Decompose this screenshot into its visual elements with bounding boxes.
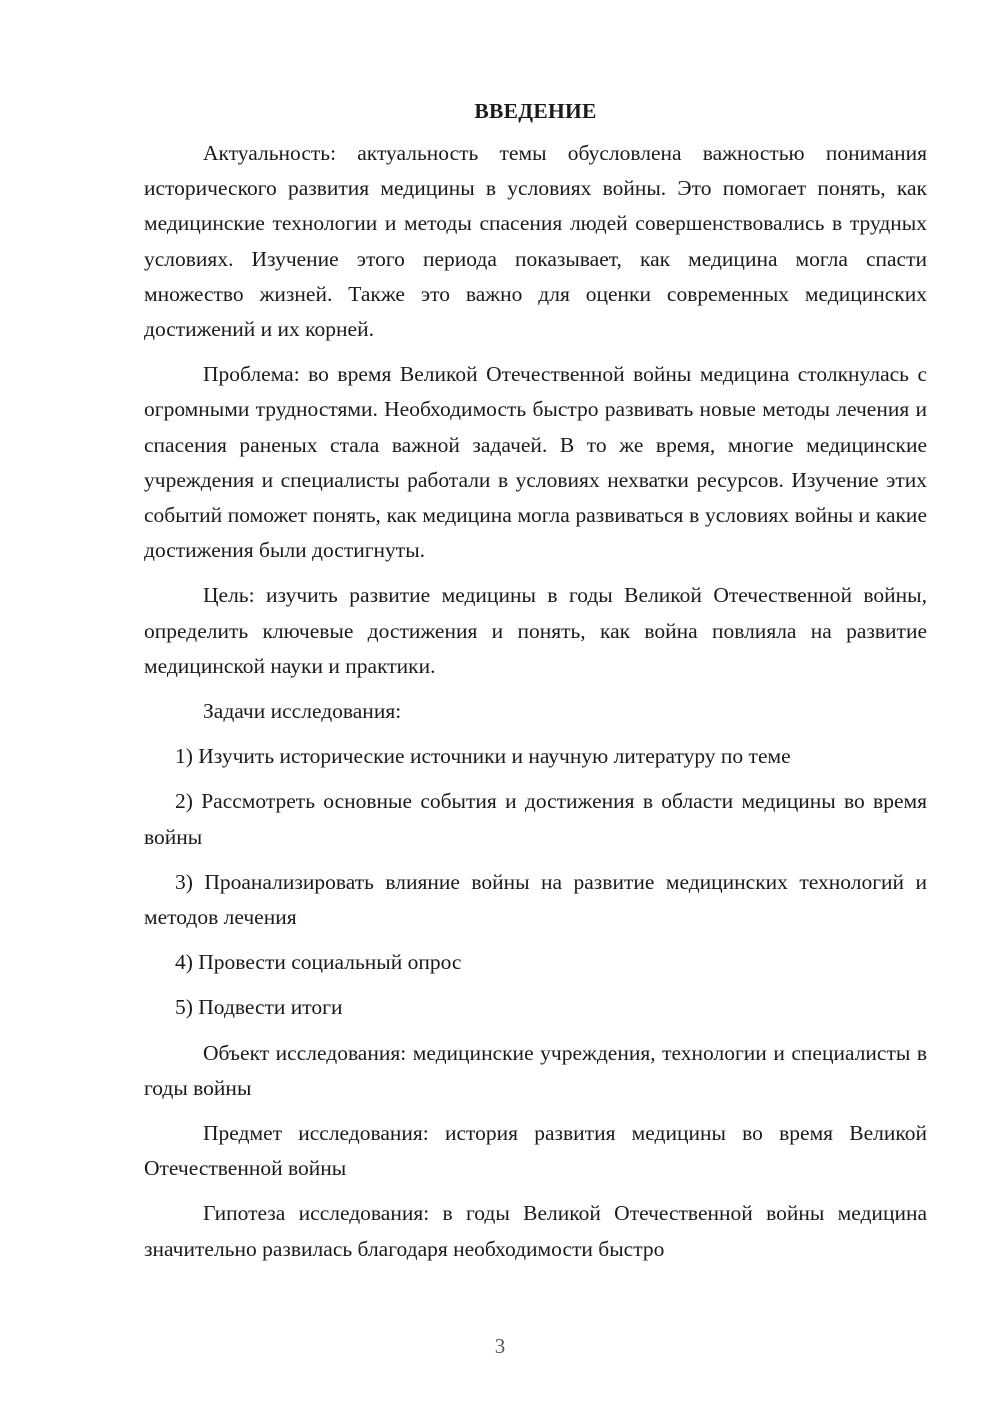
list-item-task-2: 2) Рассмотреть основные события и достижения в области медицины во время войны bbox=[144, 789, 927, 849]
tasks-heading: Задачи исследования: bbox=[203, 699, 402, 724]
list-item-task-3: 3) Проанализировать влияние войны на развитие медицинских технологий и методов лечения bbox=[144, 869, 927, 930]
list-item-task-4: 4) Провести социальный опрос bbox=[175, 950, 462, 975]
paragraph-goal: Цель: изучить развитие медицины в годы Великой Отечественной войны, определить ключевые достижения и понять, как война повлияла на развитие медицинской науки и практики. bbox=[144, 583, 927, 678]
page-number: 3 bbox=[494, 1334, 506, 1358]
paragraph-problem: Проблема: во время Великой Отечественной войны медицина столкнулась с огромными трудностями. Необходимость быстро развивать новые методы лечения и спасения раненых стала важной задачей. В то же время, многие медицинские учреждения и специалисты работали в условиях нехватки ресурсов. Изучение этих событий поможет понять, как медицина могла развиваться в условиях войны и какие достижения были достигнуты. bbox=[144, 362, 927, 563]
list-item-task-1: 1) Изучить исторические источники и научную литературу по теме bbox=[175, 744, 791, 769]
paragraph-relevance: Актуальность: актуальность темы обусловлена важностью понимания исторического развития медицины в условиях войны. Это помогает понять, как медицинские технологии и методы спасения людей совершенствовались в трудных условиях. Изучение этого периода показывает, как медицина могла спасти множество жизней. Также это важно для оценки современных медицинских достижений и их корней. bbox=[144, 141, 927, 342]
document-page bbox=[144, 96, 927, 1277]
paragraph-hypothesis: Гипотеза исследования: в годы Великой Отечественной войны медицина значительно развилась благодаря необходимости быстро bbox=[144, 1201, 927, 1261]
list-item-task-5: 5) Подвести итоги bbox=[175, 995, 343, 1020]
page-title: ВВЕДЕНИЕ bbox=[474, 99, 597, 123]
paragraph-object: Объект исследования: медицинские учреждения, технологии и специалисты в годы войны bbox=[144, 1040, 927, 1100]
paragraph-subject: Предмет исследования: история развития медицины во время Великой Отечественной войны bbox=[144, 1121, 927, 1181]
